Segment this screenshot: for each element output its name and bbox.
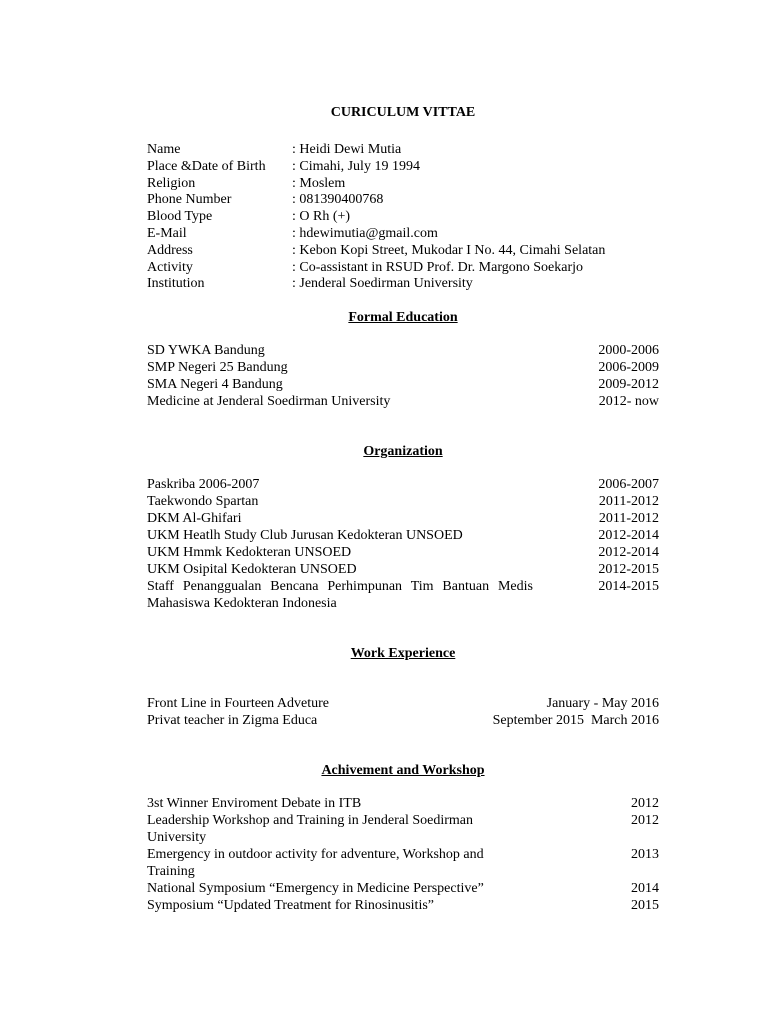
item-year: 2000-2006	[598, 343, 659, 358]
item-year: 2011-2012	[598, 494, 659, 509]
personal-row	[147, 259, 667, 276]
list-item	[147, 342, 659, 359]
organization-heading: Organization	[363, 444, 443, 459]
item-year: 2012-2014	[598, 528, 659, 543]
item-desc: SMP Negeri 25 Bandung	[147, 360, 288, 375]
item-desc: UKM Osipital Kedokteran UNSOED	[147, 562, 357, 577]
field-value: : 081390400768	[292, 192, 384, 208]
field-label: Phone Number	[147, 192, 232, 208]
field-value: : Heidi Dewi Mutia	[292, 142, 402, 157]
field-label: Place &Date of Birth	[147, 158, 266, 174]
work-experience-list	[147, 695, 659, 729]
item-desc: UKM Heatlh Study Club Jurusan Kedokteran UNSOED	[147, 528, 463, 543]
item-year: 2012- now	[598, 394, 659, 409]
item-year: 2011-2012	[598, 511, 659, 526]
formal-education-heading: Formal Education	[348, 310, 458, 325]
list-item	[147, 712, 659, 729]
item-year: 2006-2009	[598, 360, 659, 375]
item-period: January - May 2016	[546, 696, 659, 711]
item-desc: Taekwondo Spartan	[147, 494, 259, 509]
list-item	[147, 544, 659, 561]
field-label: Activity	[147, 259, 193, 275]
item-desc: 3st Winner Enviroment Debate in ITB	[147, 796, 362, 811]
list-item	[147, 493, 659, 510]
list-item	[147, 561, 659, 578]
field-value: : Jenderal Soedirman University	[292, 276, 473, 292]
item-desc: DKM Al-Ghifari	[147, 511, 242, 526]
item-desc: National Symposium “Emergency in Medicine Perspective”	[147, 881, 484, 896]
personal-row	[147, 225, 667, 242]
organization-list	[147, 476, 659, 612]
achievement-list	[147, 795, 659, 914]
field-value: : Co-assistant in RSUD Prof. Dr. Margono Soekarjo	[292, 259, 584, 275]
field-value: : Kebon Kopi Street, Mukodar I No. 44, Cimahi Selatan	[292, 242, 606, 258]
list-item	[147, 695, 659, 712]
item-desc: Symposium “Updated Treatment for Rinosinusitis”	[147, 898, 434, 913]
achievement-heading: Achivement and Workshop	[321, 763, 485, 778]
item-desc: Medicine at Jenderal Soedirman University	[147, 394, 391, 409]
item-desc: Leadership Workshop and Training in Jenderal Soedirman University	[147, 813, 474, 845]
list-item	[147, 578, 659, 612]
personal-info	[147, 141, 667, 292]
field-value: : hdewimutia@gmail.com	[292, 225, 438, 241]
field-label: Religion	[147, 175, 196, 191]
item-year: 2006-2007	[598, 477, 659, 492]
personal-row	[147, 208, 667, 225]
work-experience-heading: Work Experience	[350, 646, 456, 661]
item-year: 2012-2015	[598, 562, 659, 577]
field-label: Blood Type	[147, 209, 213, 225]
list-item	[147, 812, 659, 846]
item-desc: Emergency in outdoor activity for adventure, Workshop and Training	[147, 847, 484, 879]
item-desc: Front Line in Fourteen Adveture	[147, 696, 329, 711]
list-item	[147, 359, 659, 376]
item-desc: Paskriba 2006-2007	[147, 477, 260, 492]
item-year: 2009-2012	[598, 377, 659, 392]
personal-row	[147, 242, 667, 259]
field-label: E-Mail	[147, 225, 187, 241]
list-item	[147, 880, 659, 897]
item-period: September 2015 March 2016	[492, 713, 659, 728]
item-year: 2014-2015	[598, 579, 659, 594]
personal-row	[147, 191, 667, 208]
field-value: : Cimahi, July 19 1994	[292, 158, 420, 174]
list-item	[147, 795, 659, 812]
item-desc: SD YWKA Bandung	[147, 343, 265, 358]
list-item	[147, 393, 659, 410]
item-desc: Staff Penanggualan Bencana Perhimpunan Tim Bantuan Medis Mahasiswa Kedokteran Indonesia	[147, 579, 533, 611]
item-year: 2012	[631, 813, 659, 828]
personal-row	[147, 141, 667, 158]
list-item	[147, 476, 659, 493]
field-value: : O Rh (+)	[292, 209, 351, 225]
field-label: Name	[147, 142, 181, 157]
field-label: Institution	[147, 276, 205, 292]
item-desc: Privat teacher in Zigma Educa	[147, 713, 318, 728]
item-desc: UKM Hmmk Kedokteran UNSOED	[147, 545, 352, 560]
item-year: 2015	[631, 898, 659, 913]
list-item	[147, 376, 659, 393]
list-item	[147, 510, 659, 527]
formal-education-list	[147, 342, 659, 410]
item-desc: SMA Negeri 4 Bandung	[147, 377, 283, 392]
list-item	[147, 527, 659, 544]
document-title: CURICULUM VITTAE	[330, 105, 476, 120]
personal-row	[147, 275, 667, 292]
field-label: Address	[147, 242, 193, 258]
item-year: 2012	[631, 796, 659, 811]
list-item	[147, 897, 659, 914]
field-value: : Moslem	[292, 175, 346, 191]
item-year: 2013	[631, 847, 659, 862]
item-year: 2014	[631, 881, 659, 896]
item-year: 2012-2014	[598, 545, 659, 560]
personal-row	[147, 175, 667, 192]
list-item	[147, 846, 659, 880]
personal-row	[147, 158, 667, 175]
